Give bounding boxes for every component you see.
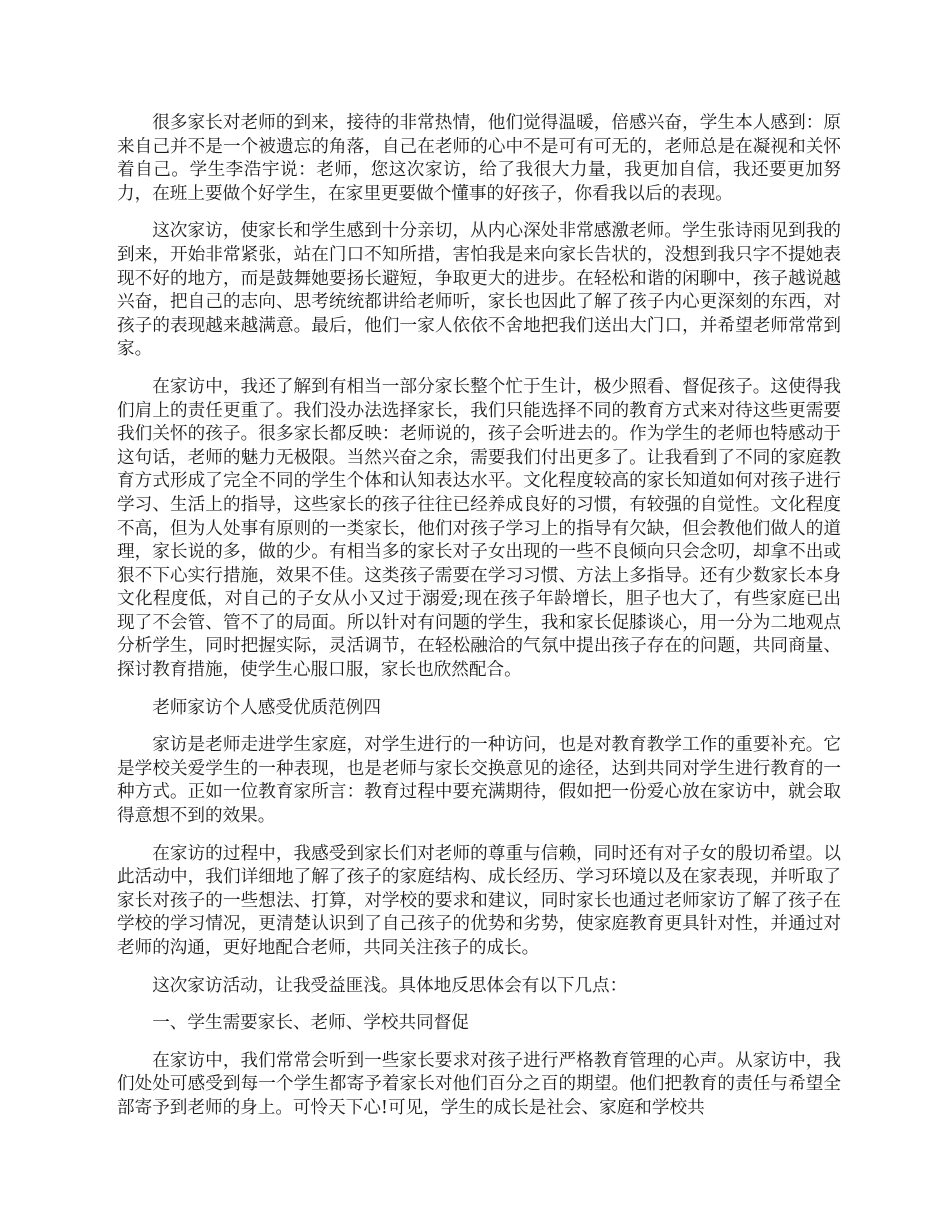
section-heading-example-four: 老师家访个人感受优质范例四 (152, 697, 381, 718)
paragraph-home-visit-definition: 家访是老师走进学生家庭，对学生进行的一种访问，也是对教育教学工作的重要补充。它是学校关爱学生的一种表现，也是老师与家长交换意见的途径，达到共同对学生进行教育的一种方式。正如一位教育家所言：教育过程中要充满期待，假如把一份爱心放在家访中，就会取得意想不到的效果。 (117, 735, 841, 827)
paragraph-student-zhang: 这次家访，使家长和学生感到十分亲切，从内心深处非常感激老师。学生张诗雨见到我的到来，开始非常紧张，站在门口不知所措，害怕我是来向家长告状的，没想到我只字不提她表现不好的地方，而是鼓舞她要扬长避短，争取更大的进步。在轻松和谐的闲聊中，孩子越说越兴奋，把自己的志向、思考统统都讲给老师听，家长也因此了解了孩子内心更深刻的东西，对孩子的表现越来越满意。最后，他们一家人依依不舍地把我们送出大门口，并希望老师常常到家。 (117, 221, 841, 360)
paragraph-parent-expectations: 在家访中，我们常常会听到一些家长要求对孩子进行严格教育管理的心声。从家访中，我们处处可感受到每一个学生都寄予着家长对他们百分之百的期望。他们把教育的责任与希望全部寄予到老师的身上。可怜天下心!可见，学生的成长是社会、家庭和学校共 (117, 1050, 841, 1118)
document-body (117, 112, 841, 1135)
paragraph-reflection-intro: 这次家访活动，让我受益匪浅。具体地反思体会有以下几点： (152, 975, 628, 996)
paragraph-family-education-types: 在家访中，我还了解到有相当一部分家长整个忙于生计，极少照看、督促孩子。这使得我们肩上的责任更重了。我们没办法选择家长，我们只能选择不同的教育方式来对待这些更需要我们关怀的孩子。很多家长都反映：老师说的，孩子会听进去的。作为学生的老师也特感动于这句话，老师的魅力无极限。当然兴奋之余，需要我们付出更多了。让我看到了不同的家庭教育方式形成了完全不同的学生个体和认知表达水平。文化程度较高的家长知道如何对孩子进行学习、生活上的指导，这些家长的孩子往往已经养成良好的习惯，有较强的自觉性。文化程度不高，但为人处事有原则的一类家长，他们对孩子学习上的指导有欠缺，但会教他们做人的道理，家长说的多，做的少。有相当多的家长对子女出现的一些不良倾向只会念叨，却拿不出或狠不下心实行措施，效果不佳。这类孩子需要在学习习惯、方法上多指导。还有少数家长本身文化程度低，对自己的子女从小又过于溺爱;现在孩子年龄增长，胆子也大了，有些家庭已出现了不会管、管不了的局面。所以针对有问题的学生，我和家长促膝谈心，用一分为二地观点分析学生，同时把握实际，灵活调节，在轻松融洽的气氛中提出孩子存在的问题，共同商量、探讨教育措施，使学生心服口服，家长也欣然配合。 (117, 376, 841, 681)
paragraph-praise-from-families: 很多家长对老师的到来，接待的非常热情，他们觉得温暖，倍感兴奋，学生本人感到：原来自己并不是一个被遗忘的角落，自己在老师的心中不是可有可无的，老师总是在凝视和关怀着自己。学生李浩宇说：老师，您这次家访，给了我很大力量，我更加自信，我还要更加努力，在班上要做个好学生，在家里更要做个懂事的好孩子，你看我以后的表现。 (117, 113, 841, 204)
subheading-point-one: 一、学生需要家长、老师、学校共同督促 (152, 1013, 469, 1034)
paragraph-visit-process: 在家访的过程中，我感受到家长们对老师的尊重与信赖，同时还有对子女的殷切希望。以此活动中，我们详细地了解了孩子的家庭结构、成长经历、学习环境以及在家表现，并听取了家长对孩子的一些想法、打算，对学校的要求和建议，同时家长也通过老师家访了解了孩子在学校的学习情况，更清楚认识到了自己孩子的优势和劣势，使家庭教育更具针对性，并通过对老师的沟通，更好地配合老师，共同关注孩子的成长。 (117, 843, 841, 958)
